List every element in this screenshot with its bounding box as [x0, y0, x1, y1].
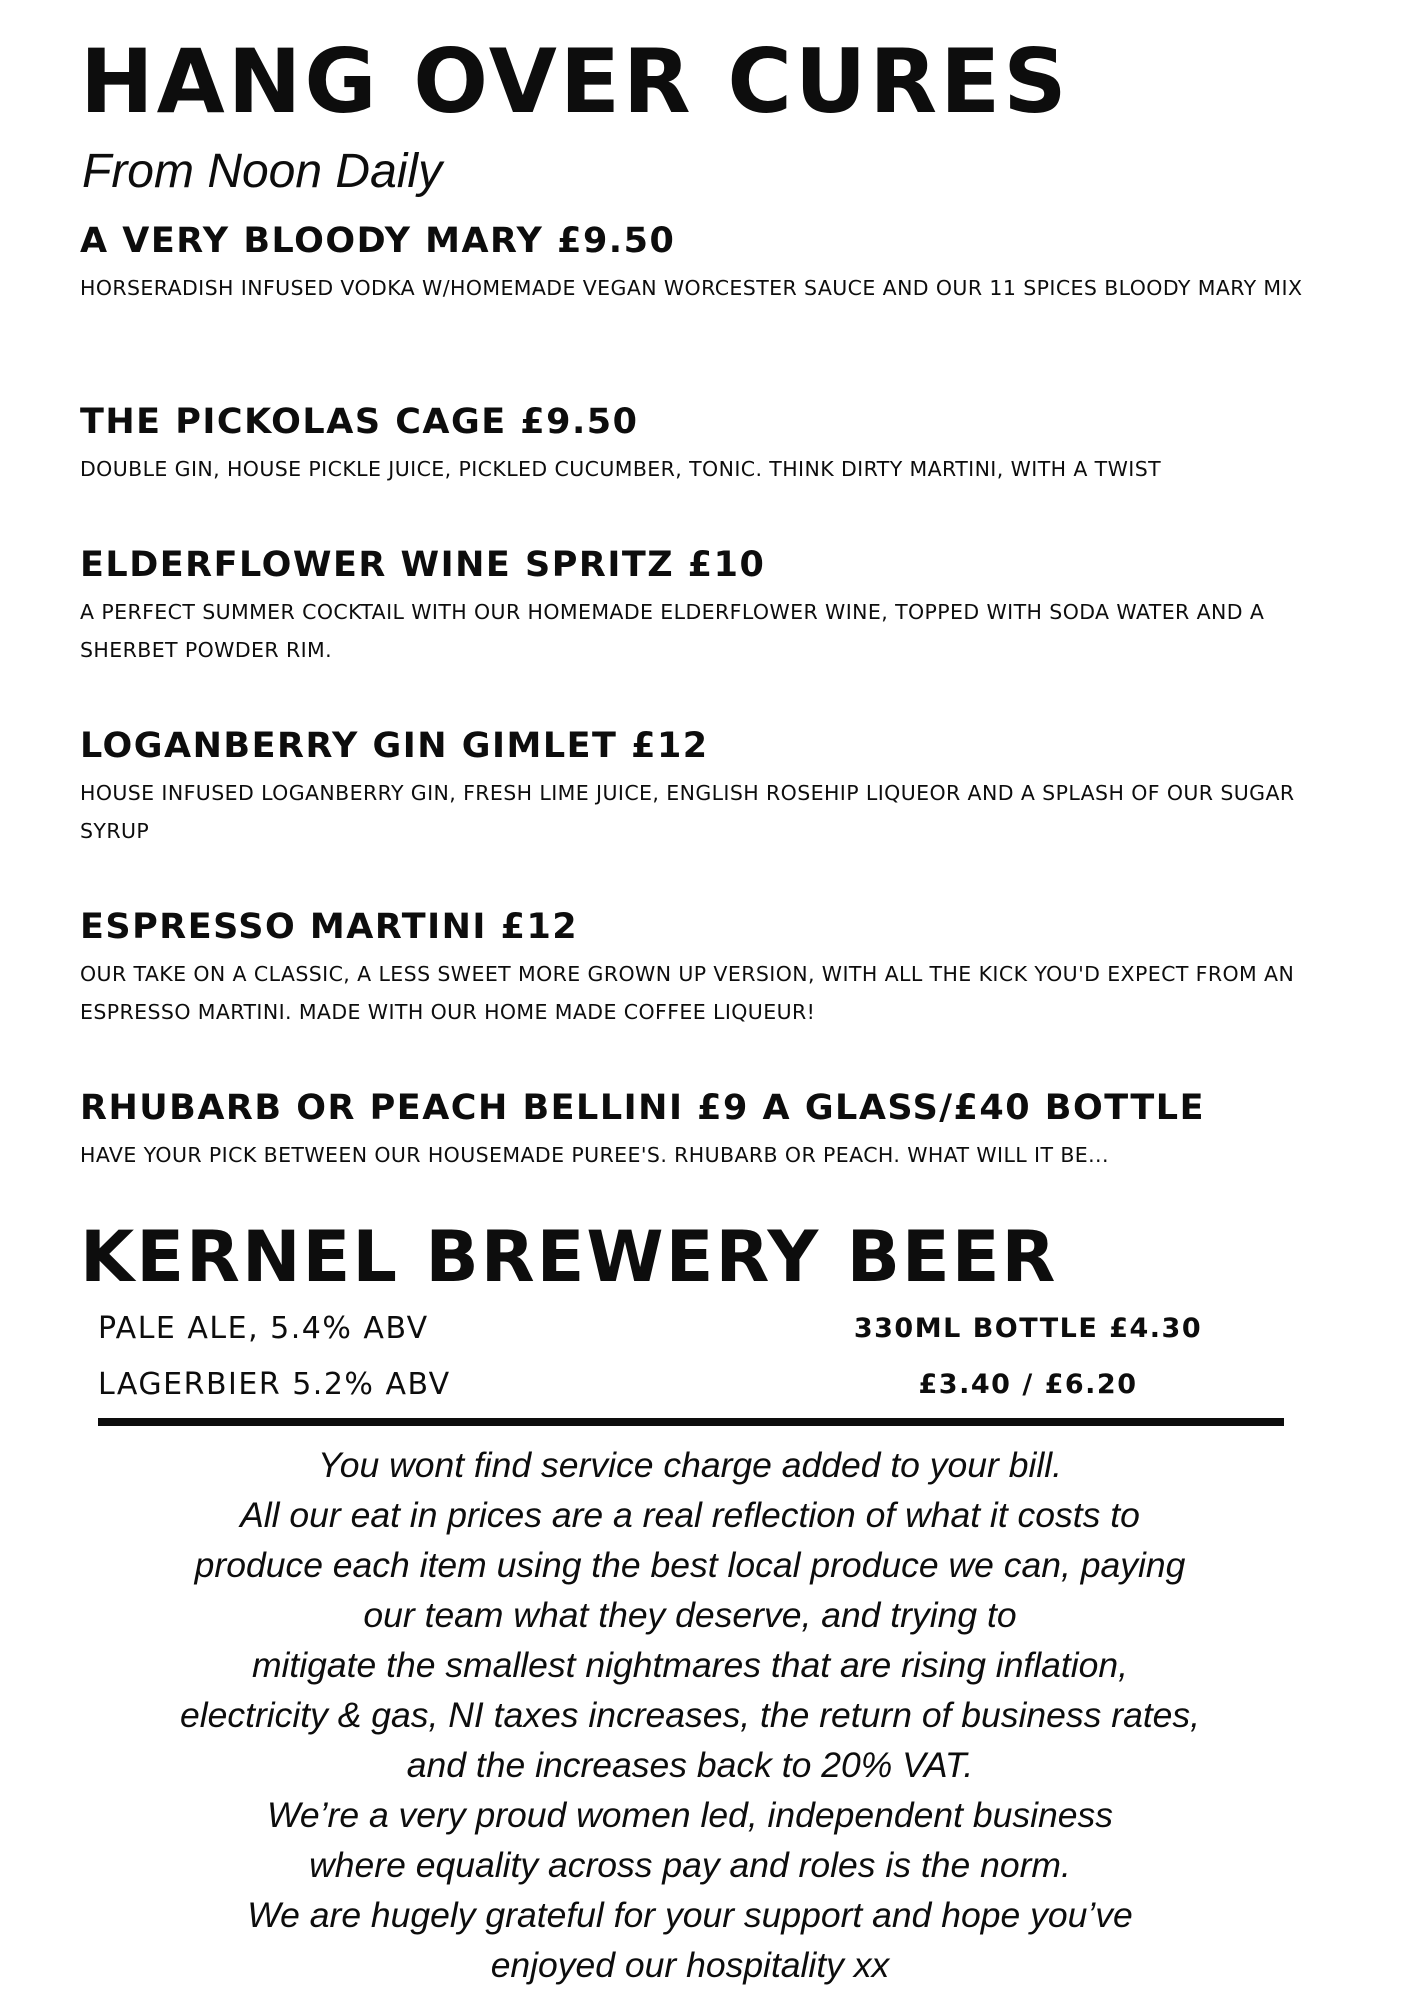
menu-item-pickolas-cage	[80, 402, 1340, 488]
footer-line: enjoyed our hospitality xx	[490, 1945, 890, 1985]
section-divider	[98, 1418, 1284, 1426]
beer-row-lagerbier	[98, 1363, 1198, 1407]
beer-section-title: KERNEL BREWERY BEER	[80, 1216, 1058, 1298]
footer-line: All our eat in prices are a real reflection of what it costs to	[240, 1495, 1140, 1535]
page-subtitle: From Noon Daily	[82, 145, 443, 198]
menu-item-description: OUR TAKE ON A CLASSIC, A LESS SWEET MORE GROWN UP VERSION, WITH ALL THE KICK YOU'D EXPECT FROM AN ESPRESSO MARTINI. MADE WITH OUR HOME MADE COFFEE LIQUEUR!	[80, 962, 1295, 1025]
footer-line: produce each item using the best local produce we can, paying	[194, 1545, 1186, 1585]
footer-note	[90, 1440, 1290, 1990]
menu-item-elderflower-spritz	[80, 545, 1340, 669]
menu-item-name: RHUBARB OR PEACH BELLINI £9 A GLASS/£40 BOTTLE	[80, 1088, 1205, 1128]
menu-item-name: THE PICKOLAS CAGE £9.50	[80, 402, 639, 442]
menu-item-bellini	[80, 1088, 1340, 1174]
beer-row-pale-ale	[98, 1307, 1203, 1351]
menu-item-name: LOGANBERRY GIN GIMLET £12	[80, 726, 709, 766]
beer-price: £3.40 / £6.20	[918, 1369, 1138, 1400]
footer-line: and the increases back to 20% VAT.	[406, 1745, 974, 1785]
footer-line: You wont find service charge added to your bill.	[318, 1445, 1062, 1485]
footer-line: We are hugely grateful for your support and hope you’ve	[247, 1895, 1133, 1935]
menu-item-description: HOUSE INFUSED LOGANBERRY GIN, FRESH LIME JUICE, ENGLISH ROSEHIP LIQUEOR AND A SPLASH OF OUR SUGAR SYRUP	[80, 781, 1295, 844]
menu-item-description: HORSERADISH INFUSED VODKA W/HOMEMADE VEGAN WORCESTER SAUCE AND OUR 11 SPICES BLOODY MARY MIX	[80, 276, 1303, 301]
beer-name: PALE ALE, 5.4% ABV	[98, 1311, 429, 1346]
footer-line: We’re a very proud women led, independent business	[267, 1795, 1113, 1835]
menu-item-name: A VERY BLOODY MARY £9.50	[80, 221, 676, 261]
footer-line: our team what they deserve, and trying to	[363, 1595, 1017, 1635]
menu-item-description: HAVE YOUR PICK BETWEEN OUR HOUSEMADE PUREE'S. RHUBARB OR PEACH. WHAT WILL IT BE...	[80, 1143, 1109, 1168]
beer-price: 330ML BOTTLE £4.30	[853, 1313, 1203, 1344]
footer-line: mitigate the smallest nightmares that are rising inflation,	[251, 1645, 1129, 1685]
menu-item-name: ELDERFLOWER WINE SPRITZ £10	[80, 545, 766, 585]
page-title: HANG OVER CURES	[80, 30, 1070, 133]
footer-line: electricity & gas, NI taxes increases, the return of business rates,	[179, 1695, 1201, 1735]
beer-name: LAGERBIER 5.2% ABV	[98, 1367, 451, 1402]
menu-item-loganberry-gimlet	[80, 726, 1340, 850]
menu-item-description: DOUBLE GIN, HOUSE PICKLE JUICE, PICKLED CUCUMBER, TONIC. THINK DIRTY MARTINI, WITH A TWIST	[80, 457, 1162, 482]
menu-item-name: ESPRESSO MARTINI £12	[80, 907, 579, 947]
menu-item-bloody-mary	[80, 221, 1340, 307]
menu-item-espresso-martini	[80, 907, 1340, 1031]
footer-line: where equality across pay and roles is the norm.	[309, 1845, 1071, 1885]
menu-item-description: A PERFECT SUMMER COCKTAIL WITH OUR HOMEMADE ELDERFLOWER WINE, TOPPED WITH SODA WATER AND A SHERBET POWDER RIM.	[80, 600, 1265, 663]
